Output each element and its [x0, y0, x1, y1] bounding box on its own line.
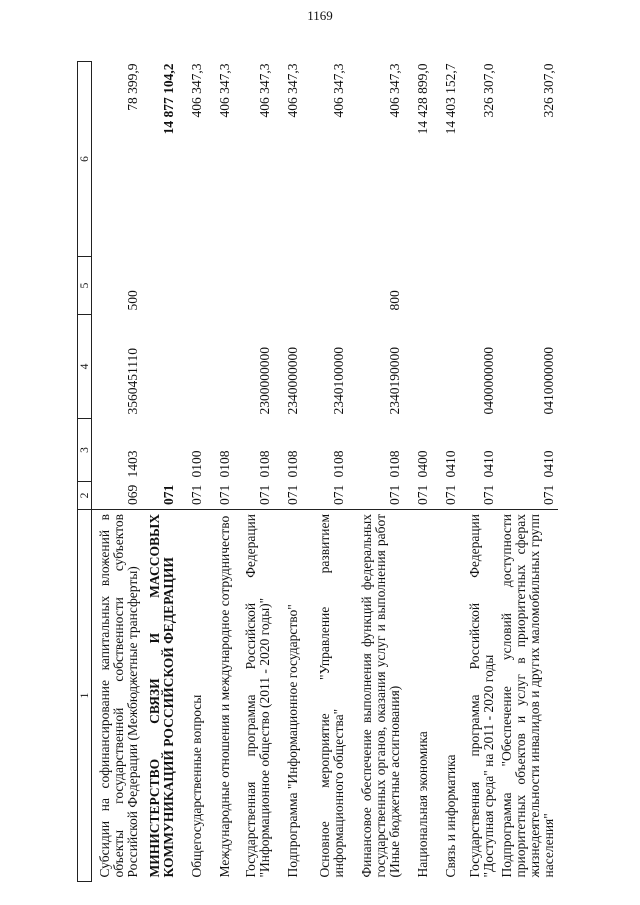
row-expense-type — [206, 257, 234, 315]
row-amount: 14 428 899,0 — [414, 63, 430, 135]
table-row — [404, 62, 432, 882]
row-ministry-code: 071 — [256, 484, 272, 505]
row-ministry-code: 071 — [330, 484, 346, 505]
row-section-code: 0108 — [216, 450, 232, 478]
row-name: Подпрограмма "Информационное государство" — [274, 510, 302, 882]
column-header: 6 — [78, 62, 92, 257]
row-ministry-code: 069 — [124, 484, 140, 505]
table-row — [460, 62, 498, 882]
row-name: Государственная программа Российской Федерации "Доступная среда" на 2011 - 2020 годы — [460, 510, 498, 882]
row-name: Основное мероприятие "Управление развитием информационного общества" — [302, 510, 348, 882]
table-header — [78, 62, 92, 882]
column-header: 3 — [78, 419, 92, 482]
table-row — [274, 62, 302, 882]
row-target-code — [432, 315, 460, 419]
row-section-code: 0410 — [442, 450, 458, 478]
table-row — [498, 62, 558, 882]
table-row — [206, 62, 234, 882]
row-amount: 14 877 104,2 — [160, 63, 176, 135]
row-target-code: 2340100000 — [330, 347, 346, 415]
row-amount: 326 307,0 — [480, 63, 496, 118]
row-name: Национальная экономика — [404, 510, 432, 882]
row-ministry-code: 071 — [160, 484, 176, 505]
row-expense-type: 800 — [386, 290, 402, 311]
row-expense-type — [460, 257, 498, 315]
row-amount: 406 347,3 — [216, 63, 232, 118]
row-section-code: 0410 — [480, 450, 496, 478]
row-expense-type — [178, 257, 206, 315]
row-name: Государственная программа Российской Федерации "Информационное общество (2011 - 2020 годы)" — [234, 510, 274, 882]
row-target-code: 2300000000 — [256, 347, 272, 415]
row-expense-type — [432, 257, 460, 315]
row-target-code: 0400000000 — [480, 347, 496, 415]
row-amount: 406 347,3 — [330, 63, 346, 118]
row-ministry-code: 071 — [442, 484, 458, 505]
table-row — [234, 62, 274, 882]
table-body — [92, 62, 558, 882]
row-name: Связь и информатика — [432, 510, 460, 882]
page-number: 1169 — [307, 8, 333, 23]
row-section-code: 0108 — [386, 450, 402, 478]
row-section-code: 0410 — [540, 450, 556, 478]
row-expense-type — [498, 257, 558, 315]
row-name: Международные отношения и международное сотрудничество — [206, 510, 234, 882]
row-ministry-code: 071 — [480, 484, 496, 505]
row-ministry-code: 071 — [540, 484, 556, 505]
row-name: МИНИСТЕРСТВО СВЯЗИ И МАССОВЫХ КОММУНИКАЦИЙ РОССИЙСКОЙ ФЕДЕРАЦИИ — [142, 510, 178, 882]
row-section-code: 0108 — [330, 450, 346, 478]
row-target-code: 2340000000 — [284, 347, 300, 415]
table-row — [178, 62, 206, 882]
row-name: Общегосударственные вопросы — [178, 510, 206, 882]
row-name: Субсидии на софинансирование капитальных вложений в объекты государственной собственности субъектов Российской Федерации (Межбюджетные трансферты) — [92, 510, 142, 882]
budget-table — [77, 61, 558, 882]
row-expense-type — [274, 257, 302, 315]
row-target-code — [404, 315, 432, 419]
row-target-code: 3560451110 — [124, 348, 140, 415]
row-amount: 406 347,3 — [188, 63, 204, 118]
row-target-code — [142, 315, 178, 419]
row-amount: 406 347,3 — [256, 63, 272, 118]
row-ministry-code: 071 — [386, 484, 402, 505]
row-ministry-code: 071 — [188, 484, 204, 505]
column-header: 4 — [78, 315, 92, 419]
row-section-code: 0400 — [414, 450, 430, 478]
row-ministry-code: 071 — [414, 484, 430, 505]
row-ministry-code: 071 — [284, 484, 300, 505]
column-header: 5 — [78, 257, 92, 315]
row-expense-type — [142, 257, 178, 315]
row-amount: 326 307,0 — [540, 63, 556, 118]
row-amount: 78 399,9 — [124, 63, 140, 111]
row-target-code — [206, 315, 234, 419]
row-section-code: 0108 — [256, 450, 272, 478]
row-target-code — [178, 315, 206, 419]
row-section-code: 1403 — [124, 450, 140, 478]
row-section-code: 0108 — [284, 450, 300, 478]
row-target-code: 2340190000 — [386, 347, 402, 415]
row-expense-type — [234, 257, 274, 315]
row-name: Финансовое обеспечение выполнения функций федеральных государственных органов, оказания услуг и выполнения работ (Иные бюджетные ассигнования) — [348, 510, 404, 882]
table-row — [92, 62, 142, 882]
budget-table-rotated — [77, 62, 567, 882]
row-section-code: 0100 — [188, 450, 204, 478]
row-ministry-code: 071 — [216, 484, 232, 505]
row-expense-type — [302, 257, 348, 315]
row-section-code — [142, 419, 178, 482]
table-row — [348, 62, 404, 882]
table-row — [432, 62, 460, 882]
row-amount: 406 347,3 — [386, 63, 402, 118]
row-target-code: 0410000000 — [540, 347, 556, 415]
row-amount: 406 347,3 — [284, 63, 300, 118]
table-row — [302, 62, 348, 882]
column-header: 1 — [78, 510, 92, 882]
table-row — [142, 62, 178, 882]
row-expense-type: 500 — [124, 290, 140, 311]
row-amount: 14 403 152,7 — [442, 63, 458, 135]
column-header: 2 — [78, 482, 92, 510]
row-expense-type — [404, 257, 432, 315]
row-name: Подпрограмма "Обеспечение условий доступности приоритетных объектов и услуг в приоритетных сферах жизнедеятельности инвалидов и других маломобильных групп населения" — [498, 510, 558, 882]
